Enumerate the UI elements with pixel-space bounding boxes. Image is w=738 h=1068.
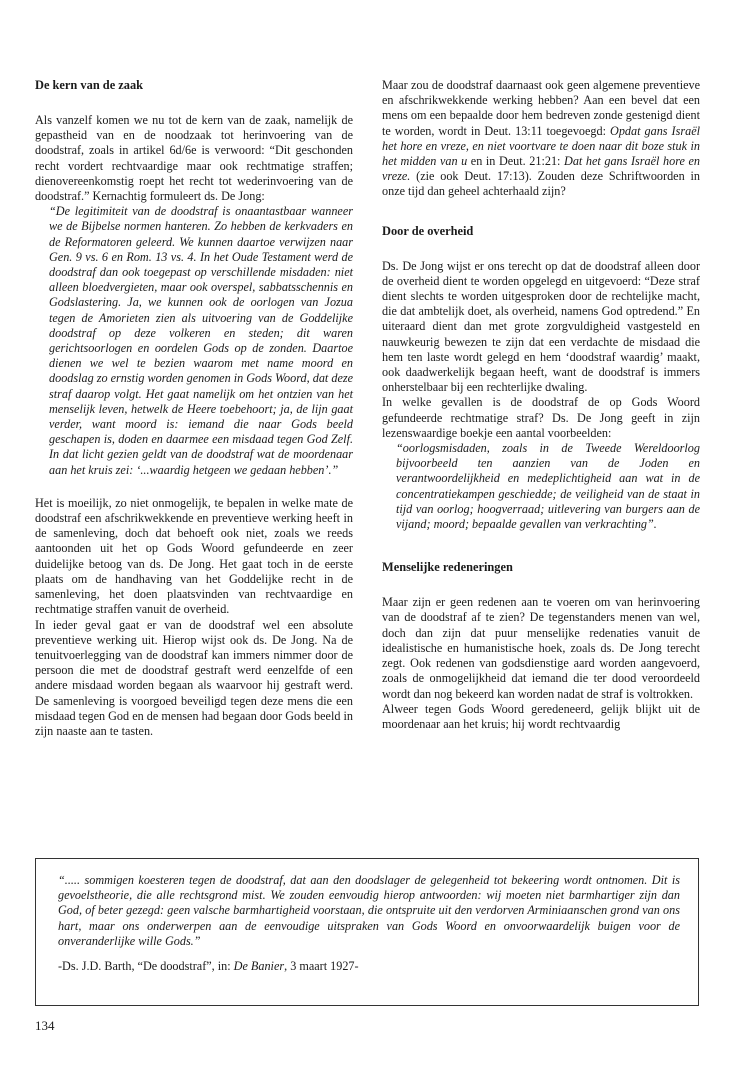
block-quote-voorbeelden: “oorlogsmisdaden, zoals in de Tweede Wereldoorlog bijvoorbeeld ten aanzien van de Joden en verantwoordelijkheid en medeplichtigheid aan wat in de concentratiekampen geschiedde; de veiligheid van de staat in tijd van oorlog; hoogverraad; uitlevering van burgers aan de vijand; moord; bepaalde gevallen van verkrachting”. (396, 441, 700, 532)
box-quote-source: -Ds. J.D. Barth, “De doodstraf”, in: De Banier, 3 maart 1927- (58, 959, 359, 974)
section-heading-menselijke: Menselijke redeneringen (382, 560, 513, 575)
left-column (35, 78, 353, 739)
paragraph: Maar zijn er geen redenen aan te voeren om van herinvoering van de doodstraf af te zien? De tegenstanders menen van wel, doch dan zijn dat puur menselijke redenaties vanuit de idealistische en humanistische hoek, zoals ds. De Jong terecht zegt. Ook redenen van godsdienstige aard worden aangevoerd, zoals de onmogelijkheid dat iemand die ter dood veroordeeld wordt dan nog bekeerd kan worden nadat de straf is voltrokken. (382, 595, 700, 701)
paragraph: Alweer tegen Gods Woord geredeneerd, gelijk blijkt uit de moordenaar aan het kruis; hij wordt rechtvaardig (382, 701, 700, 731)
quote-box-barth (35, 858, 699, 1006)
section-heading-overheid: Door de overheid (382, 223, 474, 238)
paragraph: Ds. De Jong wijst er ons terecht op dat de doodstraf alleen door de overheid dient te worden opgelegd en uitgevoerd: “Deze straf dient slechts te worden uitgesproken door de rechtelijke macht, die dat ambtelijk doet, als overheid, namens God optredend.” En uiteraard dient dan met grote zorgvuldigheid vastgesteld en nauwkeurig bewezen te zijn dat een verdachte de misdaad die hem ten laste wordt gelegd en hem ‘doodstraf waardig’ maakt, ook daadwerkelijk begaan heeft, want de doodstraf is immers onherstelbaar bij een rechterlijke dwaling. (382, 258, 700, 395)
block-quote-de-jong: “De legitimiteit van de doodstraf is onaantastbaar wanneer we de Bijbelse normen hanteren. Zo hebben de kerkvaders en de Reformatoren geleerd. We kunnen daartoe verwijzen naar Gen. 9 vs. 6 en Rom. 13 vs. 4. In het Oude Testament werd de doodstraf dan ook toegepast op verschillende misdaden: niet alleen bloedvergieten, maar ook overspel, sabbatsschennis en Godslastering. Ja, we kunnen ook de oorlogen van Jozua tegen de Amorieten zien als uitvoering van de Goddelijke doodstraf op deze volkeren en steden; dit waren gerichtsoorlogen en oordelen Gods op de zonden. Daartoe dienen we wel te bezien waarom met name moord en doodslag zo ernstig worden genomen in Gods Woord, dat deze straf daarop volgt. Het gaat namelijk om het ontzien van het menselijk leven, hetwelk de Heere toebehoort; ja, de lijn gaat verder, want moord is: iemand die naar Gods beeld geschapen is, doden en daarmee een misdaad tegen God Zelf. In dat licht gezien geldt van de doodstraf wat de moordenaar aan het kruis zei: ‘...waardig hetgeen we gedaan hebben’.” (49, 204, 354, 477)
paragraph: In ieder geval gaat er van de doodstraf wel een absolute preventieve werking uit. Hierop wijst ook ds. De Jong. Na de tenuitvoerlegging van de doodstraf kan immers nimmer door de persoon die met de doodstraf gestraft werd eenzelfde of een andere misdaad worden begaan als waarvoor hij gestraft werd. De samenleving is voorgoed beveiligd tegen deze mens die een misdaad tegen God en de mensen had begaan door Gods beeld in zijn naaste aan te tasten. (35, 617, 353, 738)
paragraph: Het is moeilijk, zo niet onmogelijk, te bepalen in welke mate de doodstraf een afschrikwekkende en preventieve werking heeft in de samenleving, doch dat behoeft ook niet, zoals we reeds aantoonden uit het op Gods Woord gefundeerde en zeer duidelijke betoog van ds. De Jong. Het gaat toch in de eerste plaats om de handhaving van het Goddelijke recht in de samenleving, het doen plaatsvinden van rechtvaardige en rechtmatige straffen vanuit de overheid. (35, 495, 353, 617)
paragraph-deut: Maar zou de doodstraf daarnaast ook geen algemene preventieve en afschrikwekkende werking hebben? Aan een bevel dat een mens om een bepaalde door hem bedreven zonde gestenigd dient te worden, wordt in Deut. 13:11 toegevoegd: Opdat gans Israël het hore en vreze, en niet voortvare te doen naar dit boze stuk in het midden van u en in Deut. 21:21: Dat het gans Israël hore en vreze. (zie ook Deut. 17:13). Zouden deze Schriftwoorden in onze tijd dan geheel achterhaald zijn? (382, 78, 700, 199)
right-column (382, 78, 700, 732)
paragraph: In welke gevallen is de doodstraf de op Gods Woord gefundeerde rechtmatige straf? Ds. De Jong geeft in zijn lezenswaardige boekje een aantal voorbeelden: (382, 395, 700, 440)
paragraph: Als vanzelf komen we nu tot de kern van de zaak, namelijk de gepastheid van en de noodzaak tot herinvoering van de doodstraf, zoals in artikel 6d/6e is verwoord: “Dit geschonden recht vordert rechtvaardige maar ook rechtmatige straffen; dienovereenkomstig roept het recht tot wederinvoering van de doodstraf.” Kernachtig formuleert ds. De Jong: (35, 113, 353, 204)
page-number: 134 (35, 1018, 55, 1033)
section-heading-kern: De kern van de zaak (35, 78, 144, 92)
box-quote-text: “..... sommigen koesteren tegen de doodstraf, dat aan den doodslager de gelegenheid tot bekeering wordt ontnomen. Dit is gevoelstheorie, die alle rechtsgrond mist. We zouden eenvoudig hierop antwoorden: wij moeten niet barmhartiger zijn dan God, of beter gezegd: geen valsche barmhartigheid voorstaan, die ontspruite uit den verdorven Arminiaanschen grond van ons hart, maar ons onderwerpen aan de eenvoudige uitspraken van Gods Woord en onvoorwaardelijk buigen voor de onveranderlijke wille Gods.” (58, 873, 680, 948)
